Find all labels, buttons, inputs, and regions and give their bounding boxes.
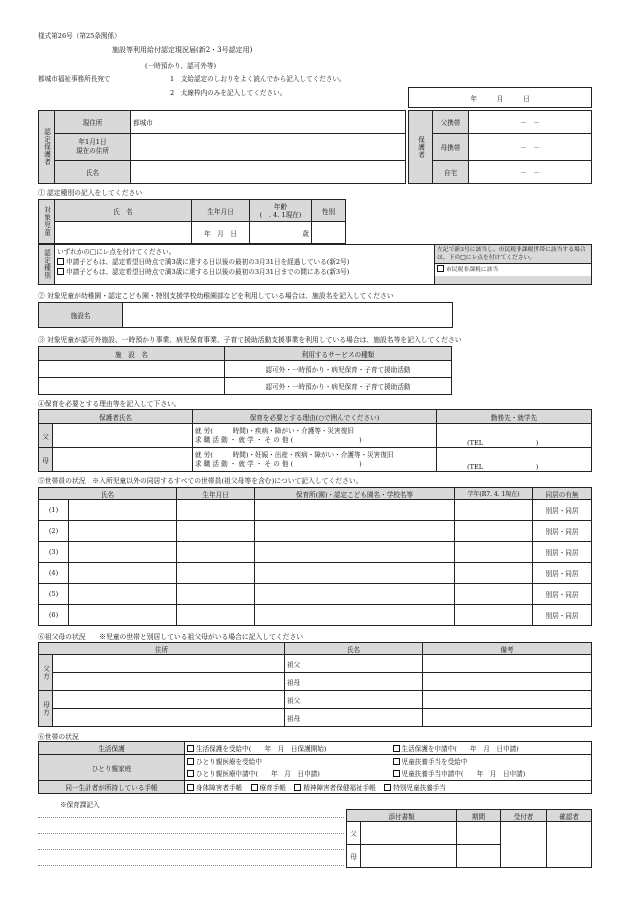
household-name-field[interactable] (69, 521, 177, 542)
gp-address-field[interactable] (53, 655, 285, 673)
office-period-field[interactable] (457, 845, 501, 868)
gp-name-field[interactable]: 祖父 (285, 691, 423, 709)
facility-label: 施設名 (39, 303, 123, 328)
jan-address-label: 年1月1日 現在の住所 (55, 134, 131, 161)
household-row-num: (6) (39, 605, 69, 626)
father-label: 父 (39, 424, 53, 448)
facility-name-field[interactable] (123, 303, 453, 328)
form-subtitle: (一時預かり、認可外等) (145, 62, 217, 70)
checkbox-icon (57, 268, 64, 275)
facility-table (38, 302, 592, 328)
paternal-label: 父方 (39, 655, 53, 691)
father-phone-field[interactable]: － － (469, 111, 592, 134)
type-table (38, 244, 592, 285)
service-table (38, 346, 452, 395)
gp-address-field[interactable] (53, 691, 285, 709)
mother-phone-field[interactable]: － － (469, 134, 592, 161)
type-option-new3[interactable]: 申請子どもは、認定希望日時点で満3歳に達する日以後の最初の3月31日までの間にある(新3号) (57, 267, 432, 277)
household-school-header: 保育所(園)・認定こども園名・学校名等 (255, 488, 455, 500)
household-grade-field[interactable] (455, 500, 533, 521)
checkbox-icon (393, 770, 400, 777)
grandparent-table (38, 642, 592, 727)
section-1-title: ① 認定種別の記入をしてください (38, 189, 143, 197)
office-mother-label: 母 (347, 845, 361, 868)
reason-table (38, 409, 592, 472)
handbook-rehab[interactable]: 療育手帳 (251, 784, 286, 792)
handbook-mental[interactable]: 精神障害者保健福祉手帳 (294, 784, 376, 792)
section-7-title: ⑥世帯の状況 (38, 733, 79, 741)
household-name-field[interactable] (69, 542, 177, 563)
form-number: 様式第26号（第25条関係） (38, 32, 121, 40)
name-label: 氏名 (55, 161, 131, 184)
office-father-label: 父 (347, 822, 361, 845)
mother-phone-label: 母携帯 (433, 134, 469, 161)
office-receiver-field[interactable] (501, 822, 547, 868)
father-name-field[interactable] (53, 424, 193, 448)
reason-name-header: 保護者氏名 (39, 410, 193, 424)
household-birth-field[interactable] (177, 500, 255, 521)
gp-address-header: 住所 (39, 643, 285, 655)
addressee: 都城市福祉事務所長宛て (38, 75, 111, 83)
household-grade-field[interactable] (455, 584, 533, 605)
memo-line (38, 849, 344, 850)
office-table (346, 809, 592, 868)
household-cohab-options[interactable]: 別居・同居 (533, 605, 592, 626)
household-cohab-options[interactable]: 別居・同居 (533, 521, 592, 542)
gp-remarks-header: 備考 (423, 643, 592, 655)
household-name-field[interactable] (69, 500, 177, 521)
handbook-label: 同一生計者が所持している手帳 (39, 781, 185, 794)
household-row-num: (5) (39, 584, 69, 605)
checkbox-icon (393, 745, 400, 752)
service-type-options-1[interactable]: 認可外・一時預かり・病児保育・子育て援助活動 (225, 361, 452, 378)
checkbox-icon (187, 784, 194, 791)
checkbox-icon (294, 784, 301, 791)
household-name-header: 氏名 (39, 488, 177, 500)
receiver-header: 受付者 (501, 810, 547, 822)
checkbox-icon (57, 258, 64, 265)
household-cohab-options[interactable]: 別居・同居 (533, 500, 592, 521)
checkbox-icon (437, 265, 444, 272)
household-row-num: (1) (39, 500, 69, 521)
guardian-table (38, 110, 406, 184)
checkbox-icon (187, 758, 194, 765)
household-cohab-options[interactable]: 別居・同居 (533, 563, 592, 584)
gp-name-field[interactable]: 祖母 (285, 709, 423, 727)
household-grade-field[interactable] (455, 542, 533, 563)
gp-name-header: 氏名 (285, 643, 423, 655)
single-parent-label: ひとり親家庭 (39, 755, 185, 781)
household-grade-field[interactable] (455, 521, 533, 542)
service-type-options-2[interactable]: 認可外・一時預かり・病児保育・子育て援助活動 (225, 378, 452, 395)
service-facility-field-2[interactable] (39, 378, 225, 395)
welfare-option-applying[interactable]: 生活保護を申請中( 年 月 日申請) (391, 742, 592, 755)
service-facility-header: 施 設 名 (39, 347, 225, 361)
date-field[interactable]: 年 月 日 (409, 88, 592, 108)
memo-line (38, 817, 344, 818)
mother-work-field[interactable]: (TEL ) (437, 448, 592, 472)
father-work-field[interactable]: (TEL ) (437, 424, 592, 448)
work-header: 勤務先・就学先 (437, 410, 592, 424)
child-name-header: 氏 名 (55, 200, 192, 222)
gp-name-field[interactable]: 祖母 (285, 673, 423, 691)
gp-remarks-field[interactable] (423, 655, 592, 673)
reason-header: 保育を必要とする理由(○で囲んでください) (193, 410, 437, 424)
note-2: 2 太線枠内のみを記入してください。 (170, 89, 287, 97)
age-field[interactable]: 歳 (250, 222, 312, 244)
service-facility-field-1[interactable] (39, 361, 225, 378)
single-medical-applying[interactable]: ひとり親医療申請中( 年 月 日申請) (187, 768, 389, 780)
child-allowance-receiving[interactable]: 児童扶養手当を受給中 (393, 756, 590, 768)
household-row-num: (4) (39, 563, 69, 584)
section-2-title: ② 対象児童が幼稚園・認定こども園・特別支援学校幼稚園部などを利用している場合は、施設名を記入してください (38, 292, 394, 300)
office-doc-field[interactable] (361, 822, 457, 845)
household-school-field[interactable] (255, 584, 455, 605)
mother-label: 母 (39, 448, 53, 472)
child-table (38, 199, 346, 244)
memo-line (38, 865, 344, 866)
section-4-title: ④保育を必要とする理由等を記入して下さい。 (38, 400, 181, 408)
office-period-field[interactable] (457, 822, 501, 845)
checkbox-icon (393, 758, 400, 765)
service-type-header: 利用するサービスの種類 (225, 347, 452, 361)
gp-name-field[interactable]: 祖父 (285, 655, 423, 673)
child-name-field[interactable] (55, 222, 192, 244)
form-title: 施設等利用給付認定現況届(新2・3号認定用) (112, 46, 253, 54)
household-cohab-options[interactable]: 別居・同居 (533, 584, 592, 605)
household-cohab-options[interactable]: 別居・同居 (533, 542, 592, 563)
office-doc-field[interactable] (361, 845, 457, 868)
address-label: 現住所 (55, 111, 131, 134)
household-grade-field[interactable] (455, 605, 533, 626)
period-header: 期間 (457, 810, 501, 822)
sex-header: 性別 (312, 200, 346, 222)
household-school-field[interactable] (255, 605, 455, 626)
type-label: 認定種別 (39, 245, 55, 285)
child-allowance-applying[interactable]: 児童扶養手当申請中( 年 月 日申請) (393, 768, 590, 780)
type-option-new2[interactable]: 申請子どもは、認定希望日時点で満3歳に達する日以後の最初の3月31日を経過している(新2号) (57, 257, 432, 267)
household-row-num: (2) (39, 521, 69, 542)
sex-field[interactable] (312, 222, 346, 244)
contact-label: 保護者 (409, 111, 433, 184)
age-header: 年齢 ( . 4. 1現在) (250, 200, 312, 222)
gp-remarks-field[interactable] (423, 673, 592, 691)
household-birth-header: 生年月日 (177, 488, 255, 500)
maternal-label: 母方 (39, 691, 53, 727)
guardian-section-label: 認定保護者 (39, 111, 55, 184)
household-school-field[interactable] (255, 542, 455, 563)
address-field[interactable]: 都城市 (131, 111, 406, 134)
household-school-field[interactable] (255, 563, 455, 584)
welfare-option-receiving[interactable]: 生活保護を受給中( 年 月 日保護開始) (185, 742, 391, 755)
handbook-special-allowance[interactable]: 特別児童扶養手当 (384, 784, 446, 792)
checkbox-icon (384, 784, 391, 791)
date-box (408, 87, 592, 108)
guardian-name-field[interactable] (131, 161, 406, 184)
household-status-table (38, 741, 592, 794)
mother-name-field[interactable] (53, 448, 193, 472)
household-name-field[interactable] (69, 605, 177, 626)
household-table (38, 487, 592, 626)
child-label: 対象児童 (39, 200, 55, 244)
birth-field[interactable]: 年 月 日 (192, 222, 250, 244)
office-checker-field[interactable] (547, 822, 592, 868)
checkbox-icon (187, 770, 194, 777)
checker-header: 確認者 (547, 810, 592, 822)
single-medical-receiving[interactable]: ひとり親医療を受給中 (187, 756, 389, 768)
gp-remarks-field[interactable] (423, 691, 592, 709)
household-cohab-header: 同居の有無 (533, 488, 592, 500)
household-birth-field[interactable] (177, 521, 255, 542)
memo-line (38, 833, 344, 834)
home-phone-label: 自宅 (433, 161, 469, 184)
doc-header: 添付書類 (347, 810, 457, 822)
household-name-field[interactable] (69, 584, 177, 605)
mother-reason-options[interactable]: 就 労( 時間)・妊娠・出産・疾病・障がい・介護等・災害復旧 求 職 活 動 ・ 就 学 ・ そ の 他 ( ) (193, 448, 437, 472)
checkbox-icon (187, 745, 194, 752)
household-school-field[interactable] (255, 521, 455, 542)
welfare-label: 生活保護 (39, 742, 185, 755)
household-grade-header: 学年(R7. 4. 1現在) (455, 488, 533, 500)
household-birth-field[interactable] (177, 563, 255, 584)
tax-option[interactable]: 市民税非課税に該当 (435, 263, 591, 276)
jan-address-field[interactable] (131, 134, 406, 161)
section-3-title: ③ 対象児童が認可外施設、一時預かり事業、病児保育事業、子育て援助活動支援事業を利用している場合は、施設名等を記入してください (38, 336, 462, 344)
birth-header: 生年月日 (192, 200, 250, 222)
household-grade-field[interactable] (455, 563, 533, 584)
household-name-field[interactable] (69, 563, 177, 584)
gp-address-field[interactable] (53, 673, 285, 691)
office-title: ※保育課記入 (60, 801, 100, 809)
handbook-physical[interactable]: 身体障害者手帳 (187, 784, 242, 792)
tax-note: 左記で新3号に該当し、市民税非課税世帯に該当する場合は、下の□にレ点を付けてください。 (437, 247, 586, 261)
household-row-num: (3) (39, 542, 69, 563)
father-phone-label: 父携帯 (433, 111, 469, 134)
household-birth-field[interactable] (177, 542, 255, 563)
note-1: 1 支給認定のしおりをよく読んでから記入してください。 (170, 75, 346, 83)
household-birth-field[interactable] (177, 584, 255, 605)
household-school-field[interactable] (255, 500, 455, 521)
household-birth-field[interactable] (177, 605, 255, 626)
home-phone-field[interactable]: － － (469, 161, 592, 184)
type-instruction: いずれかの□にレ点を付けてください。 (57, 248, 176, 256)
section-6-title: ⑥祖父母の状況 ※児童の世帯と別居している祖父母がいる場合に記入してください (38, 633, 304, 641)
checkbox-icon (251, 784, 258, 791)
gp-remarks-field[interactable] (423, 709, 592, 727)
gp-address-field[interactable] (53, 709, 285, 727)
father-reason-options[interactable]: 就 労( 時間)・疾病・障がい・介護等・災害復旧 求 職 活 動 ・ 就 学 ・ そ の 他 ( ) (193, 424, 437, 448)
phone-table (408, 110, 592, 184)
section-5-title: ⑤世帯員の状況 ※入所児童以外の同居するすべての世帯員(祖父母等を含む)について記入してください。 (38, 477, 363, 485)
